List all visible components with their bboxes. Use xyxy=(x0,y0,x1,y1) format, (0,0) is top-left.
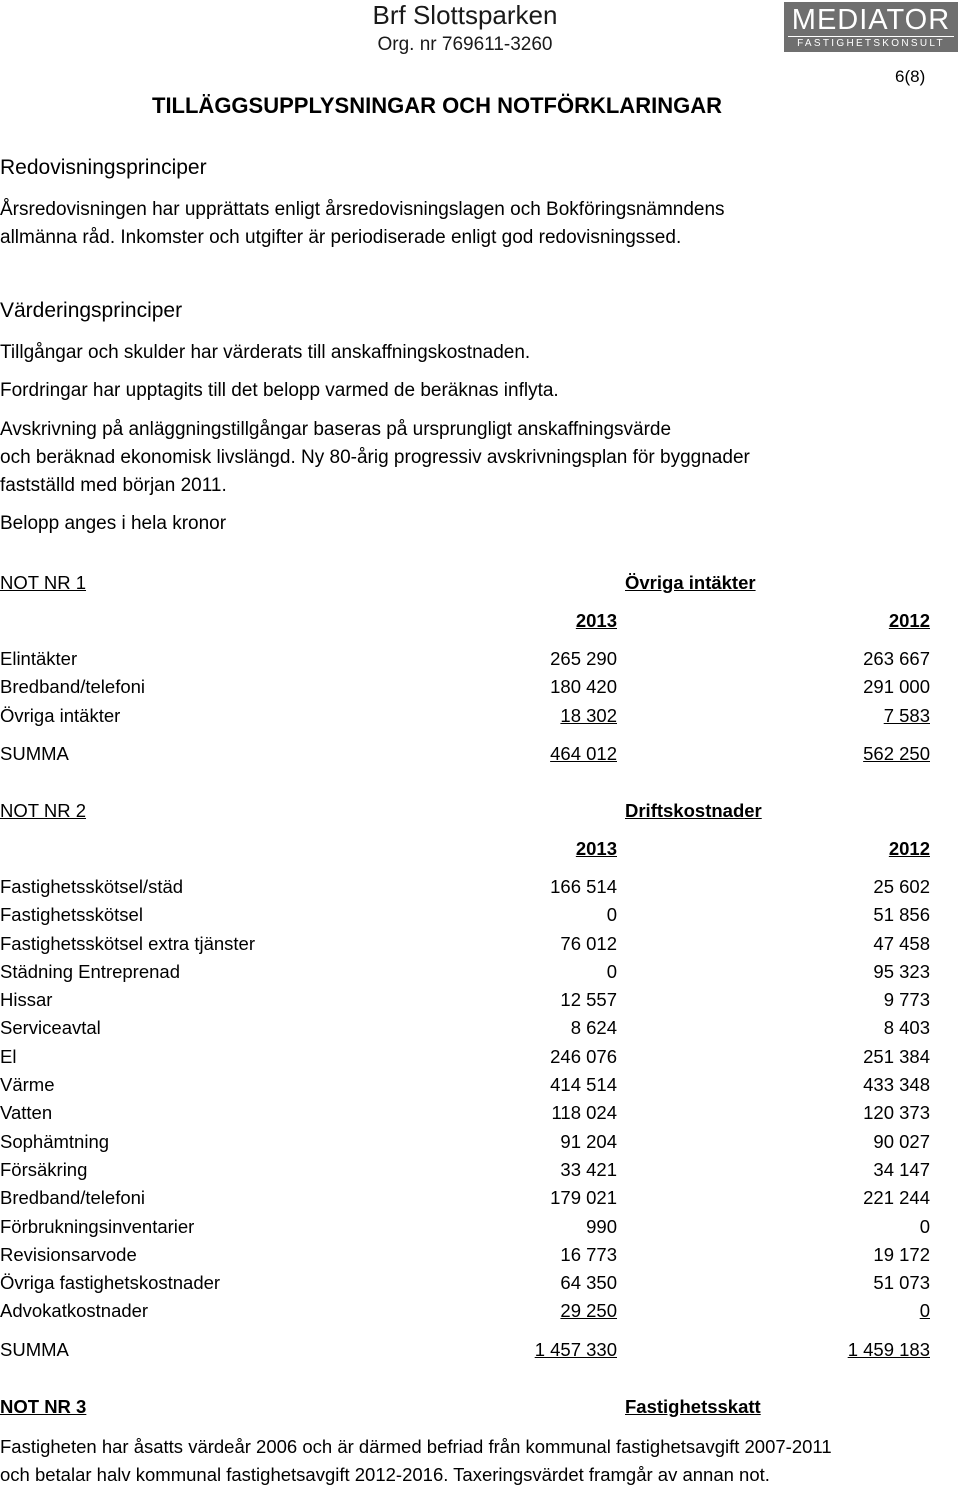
note1-year-2013: 2013 xyxy=(575,610,617,631)
vardering-text-3a: Avskrivning på anläggningstillgångar baseras på ursprungligt anskaffningsvärde xyxy=(0,419,672,440)
value-2013: 18 302 xyxy=(560,704,617,726)
table-row xyxy=(0,1017,930,1045)
value-2012: 0 xyxy=(919,1215,930,1237)
value-2013: 8 624 xyxy=(570,1017,617,1039)
association-name: Brf Slottsparken xyxy=(372,0,558,30)
value-2013: 414 514 xyxy=(550,1074,617,1096)
row-label: Förbrukningsinventarier xyxy=(0,1215,195,1237)
note2-year-header xyxy=(0,838,930,866)
value-2012: 47 458 xyxy=(873,932,930,954)
vardering-text-1: Tillgångar och skulder har värderats till anskaffningskostnaden. xyxy=(0,342,531,363)
sum-label: SUMMA xyxy=(0,1339,69,1360)
row-label: Värme xyxy=(0,1074,55,1096)
vardering-text-3b: och beräknad ekonomisk livslängd. Ny 80-årig progressiv avskrivningsplan för byggnader xyxy=(0,447,750,468)
redovisning-text-line2: allmänna råd. Inkomster och utgifter är periodiserade enligt god redovisningssed. xyxy=(0,227,682,248)
note2-title: Driftskostnader xyxy=(625,800,762,821)
note2-label: NOT NR 2 xyxy=(0,800,87,821)
value-2012: 0 xyxy=(919,1300,930,1322)
row-label: Försäkring xyxy=(0,1158,88,1180)
note3-title: Fastighetsskatt xyxy=(625,1396,761,1417)
value-2012: 251 384 xyxy=(863,1045,930,1067)
row-label: Serviceavtal xyxy=(0,1017,101,1039)
row-label: Bredband/telefoni xyxy=(0,676,146,698)
org-number: Org. nr 769611-3260 xyxy=(377,34,553,55)
value-2012: 90 027 xyxy=(873,1130,930,1152)
note2-sum xyxy=(0,1339,930,1367)
sum-2013: 1 457 330 xyxy=(534,1339,617,1360)
value-2013: 91 204 xyxy=(560,1130,617,1152)
note2-year-2013: 2013 xyxy=(575,838,617,859)
mediator-logo xyxy=(784,2,958,52)
table-row xyxy=(0,648,930,676)
value-2012: 8 403 xyxy=(883,1017,930,1039)
table-row xyxy=(0,1074,930,1102)
note3-label: NOT NR 3 xyxy=(0,1396,87,1417)
value-2013: 118 024 xyxy=(551,1102,617,1124)
table-row xyxy=(0,676,930,704)
row-label: Hissar xyxy=(0,989,53,1011)
value-2012: 9 773 xyxy=(883,989,930,1011)
page-title: TILLÄGGSUPPLYSNINGAR OCH NOTFÖRKLARINGAR xyxy=(152,93,722,118)
note1-title: Övriga intäkter xyxy=(625,572,756,593)
row-label: Vatten xyxy=(0,1102,53,1124)
note1-year-2012: 2012 xyxy=(888,610,930,631)
table-row xyxy=(0,1244,930,1272)
logo-subtitle: FASTIGHETSKONSULT xyxy=(788,36,954,50)
value-2013: 76 012 xyxy=(560,932,617,954)
value-2013: 265 290 xyxy=(550,648,617,669)
value-2012: 95 323 xyxy=(873,960,930,982)
row-label: Advokatkostnader xyxy=(0,1300,149,1322)
sum-2012: 562 250 xyxy=(863,743,930,764)
table-row xyxy=(0,1131,930,1159)
table-row xyxy=(0,989,930,1017)
note2-year-2012: 2012 xyxy=(888,838,930,859)
note1-table xyxy=(0,648,930,733)
row-label: Elintäkter xyxy=(0,648,78,669)
value-2013: 0 xyxy=(606,960,617,982)
table-row xyxy=(0,1216,930,1244)
table-row xyxy=(0,933,930,961)
value-2012: 291 000 xyxy=(863,676,930,698)
vardering-heading: Värderingsprinciper xyxy=(0,299,183,322)
value-2013: 29 250 xyxy=(560,1300,617,1322)
redovisning-text-line1: Årsredovisningen har upprättats enligt årsredovisningslagen och Bokföringsnämndens xyxy=(0,199,725,220)
table-row xyxy=(0,1046,930,1074)
value-2013: 990 xyxy=(586,1215,617,1237)
note1-year-header xyxy=(0,610,930,638)
value-2012: 25 602 xyxy=(873,876,930,897)
sum-label: SUMMA xyxy=(0,743,69,764)
value-2013: 179 021 xyxy=(550,1187,617,1209)
note1-sum xyxy=(0,743,930,771)
value-2013: 64 350 xyxy=(560,1272,617,1294)
table-row xyxy=(0,1300,930,1328)
value-2012: 263 667 xyxy=(863,648,930,669)
row-label: Städning Entreprenad xyxy=(0,960,180,982)
row-label: Övriga fastighetskostnader xyxy=(0,1272,221,1294)
vardering-text-2: Fordringar har upptagits till det belopp varmed de beräknas inflyta. xyxy=(0,380,559,401)
row-label: Revisionsarvode xyxy=(0,1243,137,1265)
sum-2013: 464 012 xyxy=(550,743,617,764)
value-2012: 120 373 xyxy=(863,1102,930,1124)
sum-2012: 1 459 183 xyxy=(847,1339,930,1360)
row-label: Fastighetsskötsel xyxy=(0,904,143,926)
vardering-text-3c: fastställd med början 2011. xyxy=(0,475,227,496)
row-label: El xyxy=(0,1045,17,1067)
value-2012: 221 244 xyxy=(863,1187,930,1209)
value-2013: 12 557 xyxy=(560,989,617,1011)
value-2013: 180 420 xyxy=(550,676,617,698)
note3-text-line1: Fastigheten har åsatts värdeår 2006 och är därmed befriad från kommunal fastighetsavgift 2007-2011 xyxy=(0,1436,832,1457)
value-2012: 51 856 xyxy=(873,904,930,926)
value-2012: 51 073 xyxy=(873,1272,930,1294)
logo-wordmark: MEDIATOR xyxy=(791,4,951,36)
row-label: Sophämtning xyxy=(0,1130,110,1152)
table-row xyxy=(0,1159,930,1187)
table-row xyxy=(0,961,930,989)
table-row xyxy=(0,1187,930,1215)
note3-text-line2: och betalar halv kommunal fastighetsavgift 2012-2016. Taxeringsvärdet framgår av annan not. xyxy=(0,1464,770,1485)
vardering-text-4: Belopp anges i hela kronor xyxy=(0,513,227,534)
value-2012: 19 172 xyxy=(873,1243,930,1265)
table-row xyxy=(0,1272,930,1300)
table-row xyxy=(0,705,930,733)
value-2013: 246 076 xyxy=(550,1045,617,1067)
value-2013: 0 xyxy=(606,904,617,926)
value-2012: 433 348 xyxy=(863,1074,930,1096)
redovisning-heading: Redovisningsprinciper xyxy=(0,156,207,179)
table-row xyxy=(0,876,930,904)
page-number: 6(8) xyxy=(895,67,926,86)
row-label: Bredband/telefoni xyxy=(0,1187,146,1209)
table-row xyxy=(0,904,930,932)
value-2013: 33 421 xyxy=(560,1158,617,1180)
value-2012: 34 147 xyxy=(873,1158,930,1180)
row-label: Övriga intäkter xyxy=(0,704,121,726)
note1-label: NOT NR 1 xyxy=(0,572,87,593)
table-row xyxy=(0,1102,930,1130)
row-label: Fastighetsskötsel/städ xyxy=(0,876,184,897)
value-2012: 7 583 xyxy=(883,704,930,726)
row-label: Fastighetsskötsel extra tjänster xyxy=(0,932,255,954)
value-2013: 16 773 xyxy=(560,1243,617,1265)
value-2013: 166 514 xyxy=(550,876,617,897)
note2-table xyxy=(0,876,930,1329)
